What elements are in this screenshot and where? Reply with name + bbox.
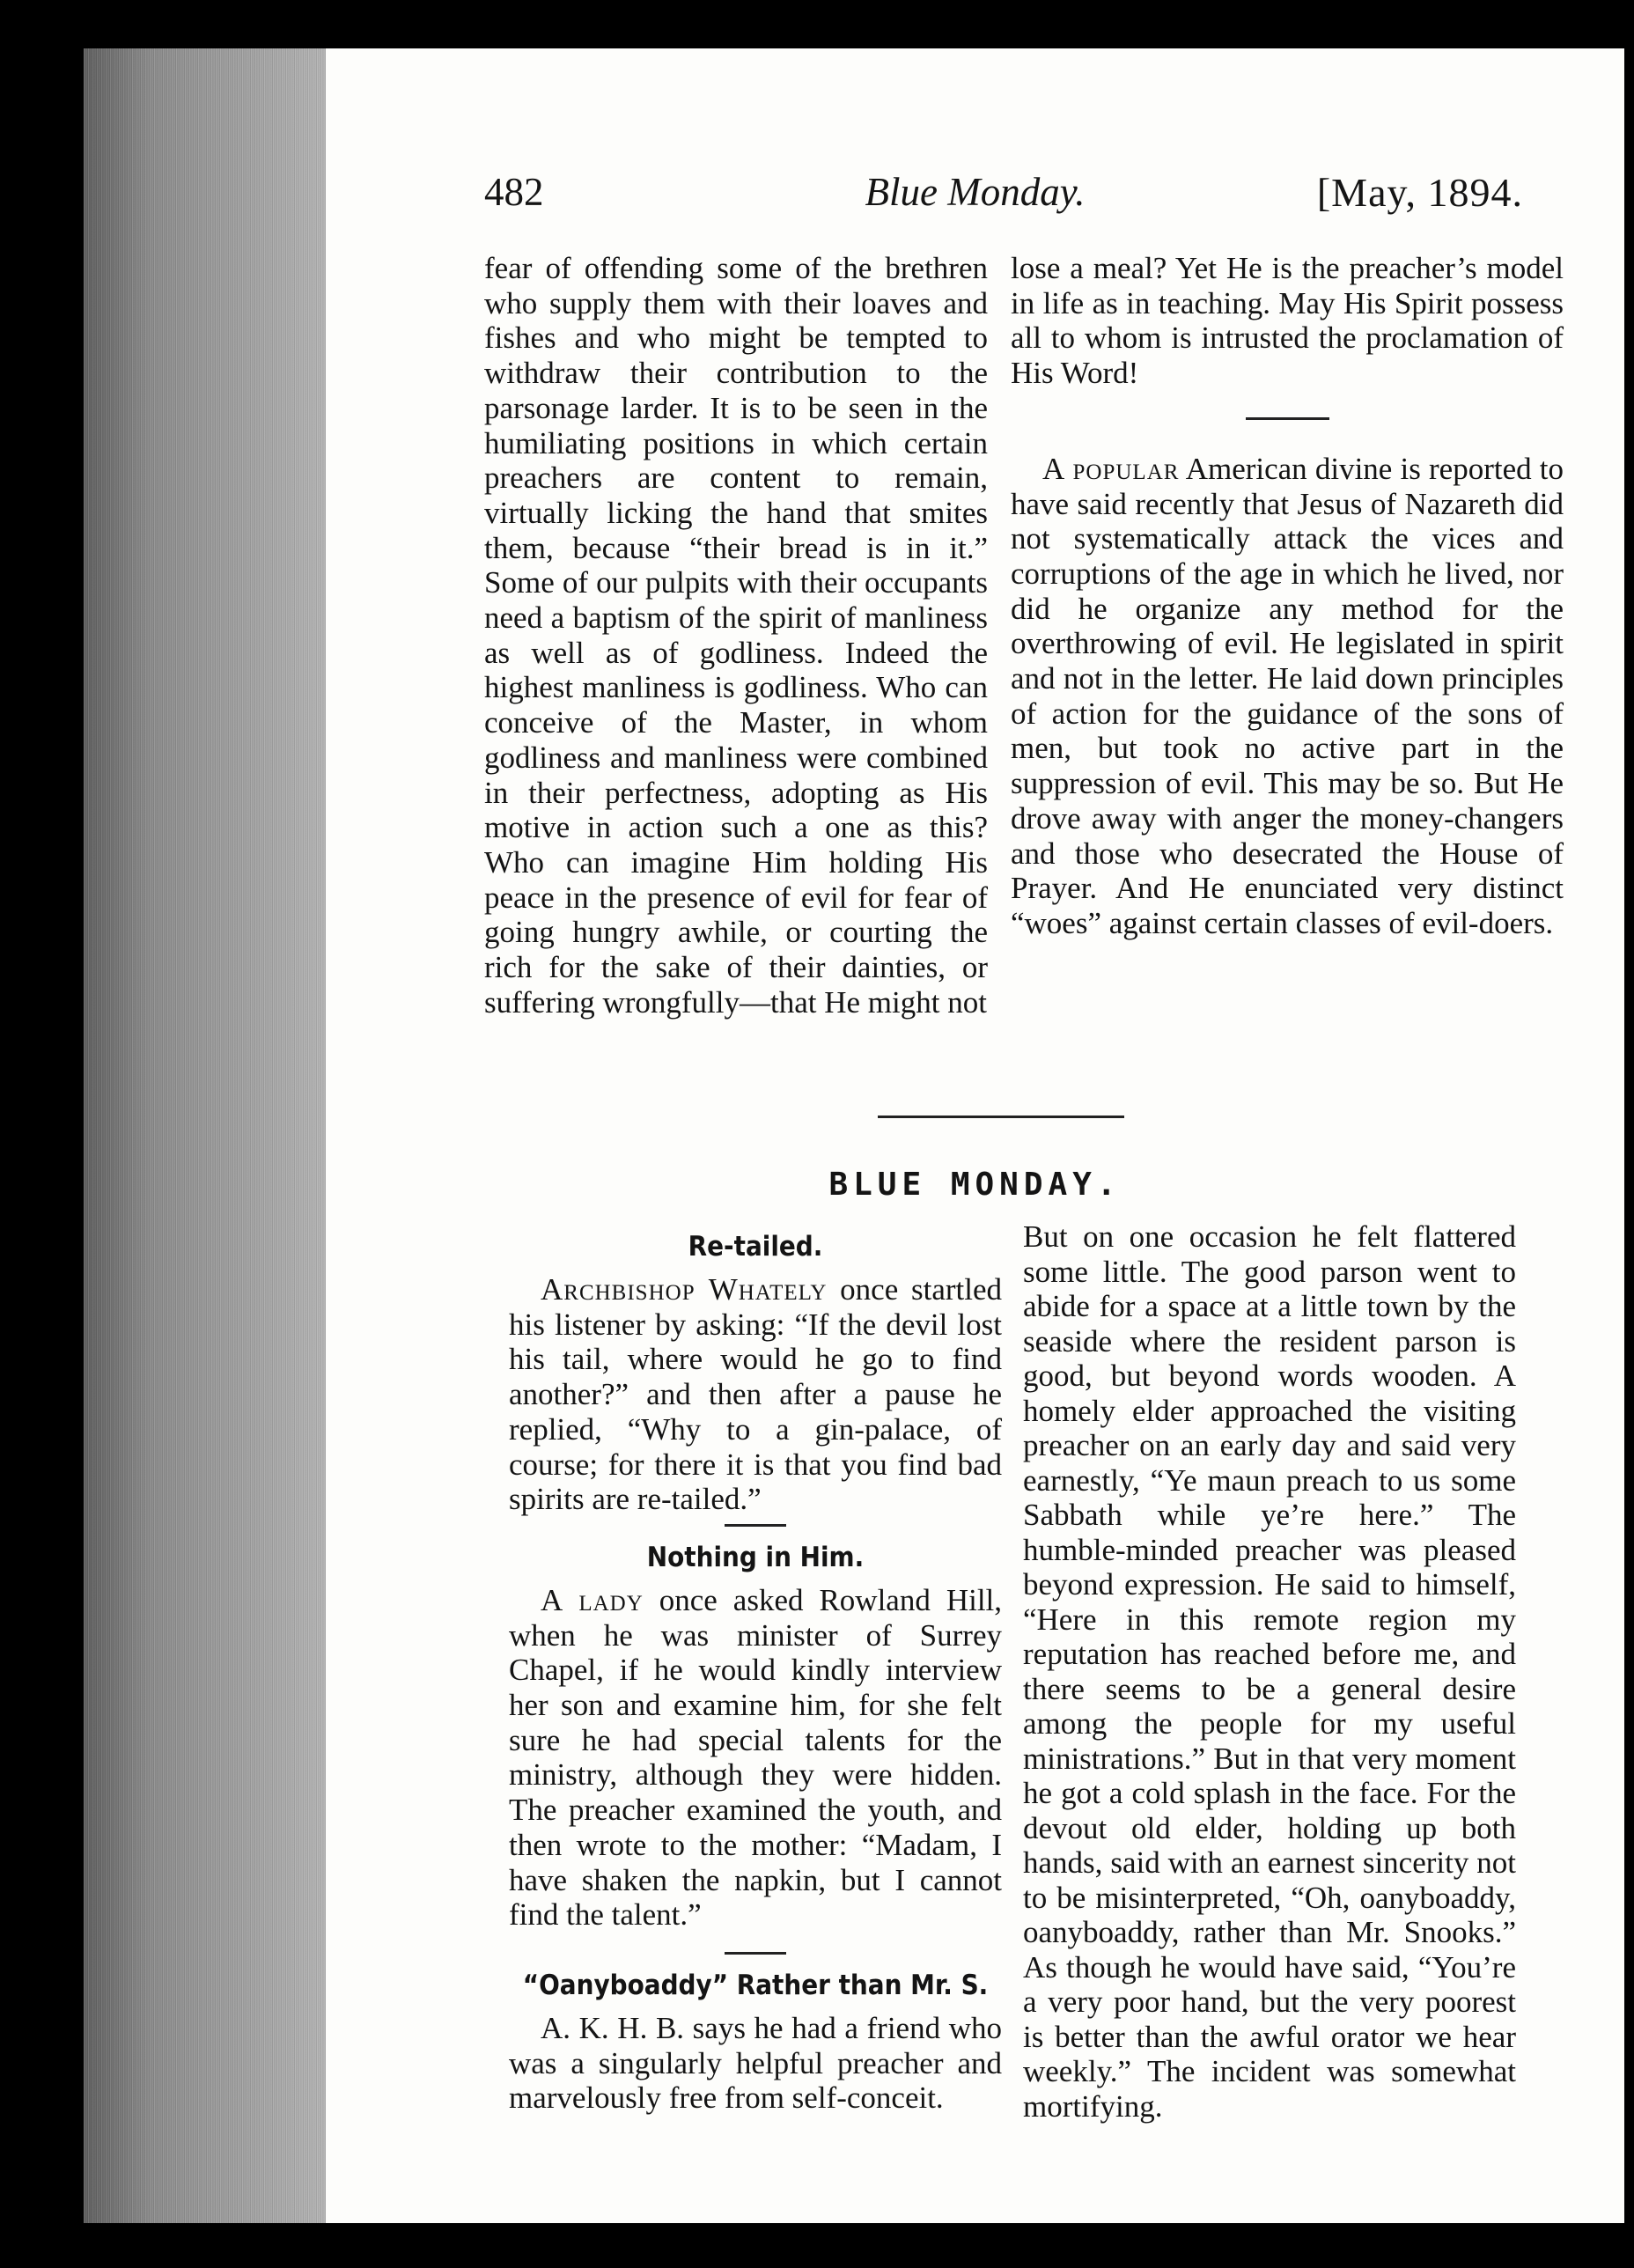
page-number: 482: [484, 170, 544, 214]
book-page-edges: [84, 48, 348, 2223]
top-right-column: [1011, 251, 1564, 941]
running-title: Blue Monday.: [865, 170, 1086, 214]
divider: [725, 1952, 786, 1955]
item-text: [509, 1272, 1002, 1517]
bottom-right-column: [1023, 1219, 1516, 2124]
item-heading: Nothing in Him.: [646, 1541, 865, 1573]
paragraph: fear of offending some of the brethren who supply them with their loaves and fishes and who might be tempted to withdraw their contribution to the parsonage larder. It is to be seen in the humiliating positions in which certain preachers are content to remain, virtually licking the hand that smites them, because “their bread is in it.” Some of our pulpits with their occupants need a baptism of the spirit of manliness as well as of godliness. Indeed the highest manliness is godliness. Who can conceive of the Master, in whom godliness and manliness were combined in their perfectness, adopting as His motive in action such a one as this? Who can imagine Him holding His peace in the presence of evil for fear of going hungry awhile, or courting the rich for the sake of their dainties, or suffering wrongfully—that He might not: [484, 251, 988, 1020]
item-heading: “Oanyboaddy” Rather than Mr. S.: [522, 1969, 989, 2001]
paragraph-continuation: lose a meal? Yet He is the preacher’s model in life as in teaching. May His Spirit possess all to whom is intrusted the proclamation of His Word!: [1011, 251, 1564, 391]
paragraph-text: American divine is reported to have said recently that Jesus of Nazareth did not systematically attack the vices and corruptions of the age in which he lived, nor did he organize any method for the overthrowing of evil. He legislated in spirit and not in the letter. He laid down principles of action for the guidance of the sons of men, but took no active part in the suppression of evil. This may be so. But He drove away with anger the money-changers and those who desecrated the House of Prayer. And He enunciated very distinct “woes” against certain classes of evil-doers.: [1011, 451, 1564, 940]
lead-in: A popular: [1042, 451, 1180, 486]
section-divider: [878, 1116, 1124, 1118]
section-title: BLUE MONDAY.: [828, 1167, 1122, 1203]
issue-date: [May, 1894.: [1316, 170, 1523, 215]
paragraph-text: once asked Rowland Hill, when he was minister of Surrey Chapel, if he would kindly interview her son and examine him, for she felt sure he had special talents for the ministry, although they were hidden. The preacher examined the youth, and then wrote to the mother: “Madam, I have shaken the napkin, but I cannot find the talent.”: [509, 1582, 1003, 1933]
paragraph: But on one occasion he felt flattered some little. The good parson went to abide for a space at a little town by the seaside where the resident parson is good, but beyond words wooden. A homely elder approached the visiting preacher on an early day and said very earnestly, “Ye maun preach to us some Sabbath while ye’re here.” The humble-minded preacher was pleased beyond expression. He said to himself, “Here in this remote region my reputation has reached before me, and there seems to be a general desire among the people for my useful ministrations.” But in that very moment he got a cold splash in the face. For the devout old elder, holding up both hands, said with an earnest sincerity not to be misinterpreted, “Oh, oanyboaddy, oanyboaddy, rather than Mr. Snooks.” As though he would have said, “You’re a very poor hand, but the very poorest is better than the awful orator we hear weekly.” The incident was somewhat mortifying.: [1023, 1219, 1516, 2124]
lead-in: Archbishop Whately: [541, 1272, 828, 1307]
top-left-column: [484, 251, 988, 1020]
paragraph: [1011, 452, 1564, 941]
divider: [1246, 417, 1329, 420]
lead-in: A lady: [541, 1582, 644, 1617]
paragraph-text: once startled his listener by asking: “If the devil lost his tail, where would he go to find another?” and then after a pause he replied, “Why to a gin-palace, of course; for there it is that you find bad spirits are re-tailed.”: [509, 1272, 1002, 1517]
bottom-left-column: [509, 1228, 1002, 2116]
item-text: [509, 1583, 1002, 1933]
item-text: A. K. H. B. says he had a friend who was a singularly helpful preacher and marvelously free from self-conceit.: [509, 2010, 1002, 2116]
book-page: [326, 48, 1624, 2223]
item-heading: Re-tailed.: [688, 1231, 823, 1263]
divider: [725, 1524, 786, 1527]
